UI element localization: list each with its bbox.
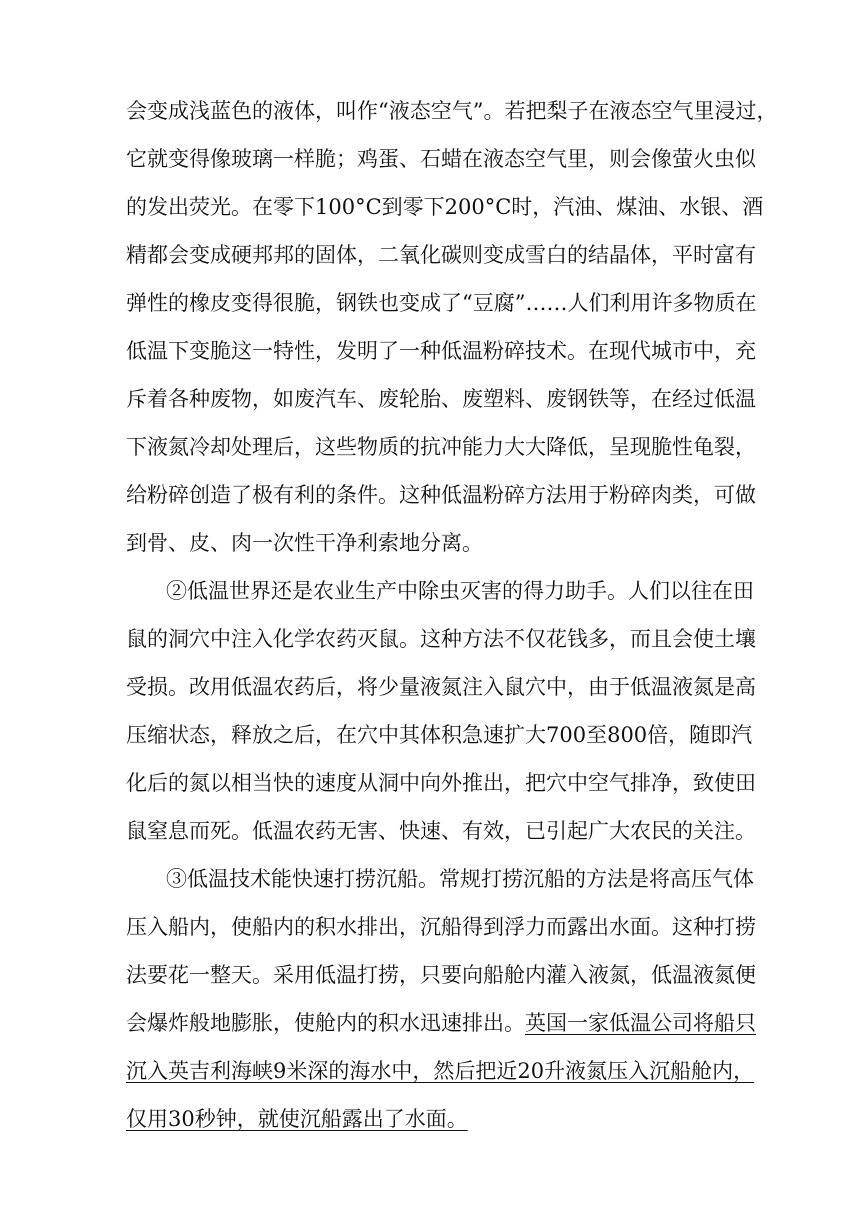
text-line: 压入船内，使船内的积水排出，沉船得到浮力而露出水面。这种打捞 [126, 915, 756, 939]
underlined-text: 仅用30秒钟，就使沉船露出了水面。 [126, 1107, 468, 1131]
text-line-mixed [126, 1008, 756, 1038]
text-line: 到骨、皮、肉一次性干净利索地分离。 [126, 531, 483, 555]
underlined-text: 英国一家低温公司将船只 [525, 1011, 756, 1035]
text-line: 低温下变脆这一特性，发明了一种低温粉碎技术。在现代城市中，充 [126, 339, 756, 363]
underlined-text: 沉入英吉利海峡9米深的海水中，然后把近20升液氮压入沉船舱内， [126, 1059, 755, 1083]
underlined-text-line [126, 1056, 755, 1086]
text-line: 弹性的橡皮变得很脆，钢铁也变成了“豆腐”……人们利用许多物质在 [126, 291, 757, 315]
text-line: 受损。改用低温农药后，将少量液氮注入鼠穴中，由于低温液氮是高 [126, 675, 756, 699]
text-line: 会变成浅蓝色的液体，叫作“液态空气”。若把梨子在液态空气里浸过， [126, 99, 778, 123]
plain-text: 会爆炸般地膨胀，使舱内的积水迅速排出。 [126, 1011, 525, 1035]
text-line: 法要花一整天。采用低温打捞，只要向船舱内灌入液氮，低温液氮便 [126, 963, 756, 987]
paragraph-2-first-line: ②低温世界还是农业生产中除虫灭害的得力助手。人们以往在田 [166, 579, 754, 603]
text-line: 化后的氮以相当快的速度从洞中向外推出，把穴中空气排净，致使田 [126, 771, 756, 795]
text-line: 鼠窒息而死。低温农药无害、快速、有效，已引起广大农民的关注。 [126, 819, 756, 843]
underlined-text-line [126, 1104, 736, 1134]
text-line: 下液氮冷却处理后，这些物质的抗冲能力大大降低，呈现脆性龟裂， [126, 435, 756, 459]
text-line: 给粉碎创造了极有利的条件。这种低温粉碎方法用于粉碎肉类，可做 [126, 483, 756, 507]
text-line: 鼠的洞穴中注入化学农药灭鼠。这种方法不仅花钱多，而且会使土壤 [126, 627, 756, 651]
text-line: 它就变得像玻璃一样脆；鸡蛋、石蜡在液态空气里，则会像萤火虫似 [126, 147, 756, 171]
text-line: 斥着各种废物，如废汽车、废轮胎、废塑料、废钢铁等，在经过低温 [126, 387, 756, 411]
text-line: 压缩状态，释放之后，在穴中其体积急速扩大700至800倍，随即汽 [126, 723, 753, 747]
paragraph-3-first-line: ③低温技术能快速打捞沉船。常规打捞沉船的方法是将高压气体 [166, 867, 754, 891]
text-line: 的发出荧光。在零下100°C到零下200°C时，汽油、煤油、水银、酒 [126, 195, 764, 219]
text-line: 精都会变成硬邦邦的固体，二氧化碳则变成雪白的结晶体，平时富有 [126, 243, 756, 267]
